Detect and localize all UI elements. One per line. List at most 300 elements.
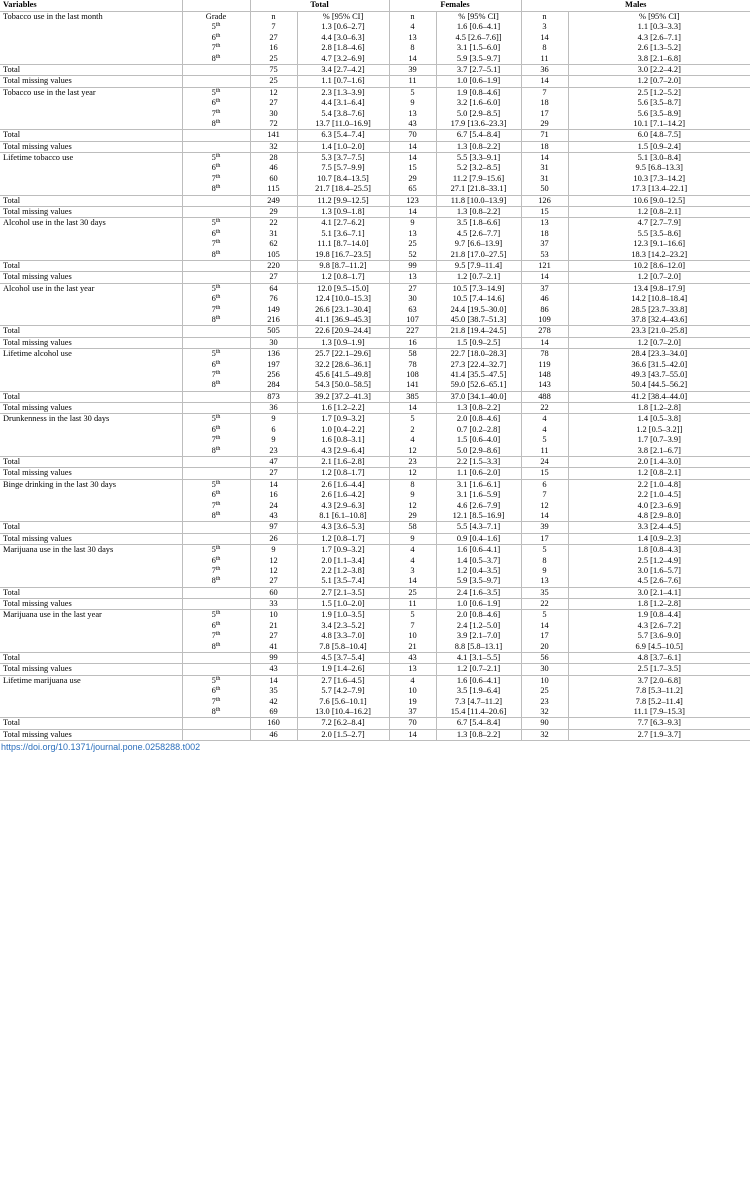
n-total: 62 [250, 239, 297, 249]
n-females: 14 [389, 729, 436, 740]
pct-males: 18.3 [14.2–23.2] [568, 250, 750, 261]
pct-females: 1.3 [0.8–2.2] [436, 729, 521, 740]
pct-males: 3.8 [2.1–6.8] [568, 54, 750, 65]
variable-empty [0, 360, 182, 370]
n-males: 4 [521, 414, 568, 425]
pct-females: 21.8 [19.4–24.5] [436, 326, 521, 337]
grade-number: 6 [211, 163, 216, 173]
n-females: 385 [389, 391, 436, 402]
total-label: Total [0, 718, 182, 729]
n-females: 9 [389, 490, 436, 500]
n-males: 36 [521, 64, 568, 75]
pct-males: 2.6 [1.3–5.2] [637, 43, 681, 53]
pct-females: 12.1 [8.5–16.9] [436, 511, 521, 522]
table-row [0, 545, 750, 556]
n-total: 27 [250, 576, 297, 587]
grade-cell [182, 707, 250, 718]
grade-number: 6 [211, 424, 216, 434]
pct-males: 2.7 [1.9–3.7] [568, 729, 750, 740]
subheader-n: n [389, 12, 436, 23]
table-row [0, 218, 750, 229]
pct-total: 13.7 [11.0–16.9] [297, 119, 389, 130]
table-row [0, 380, 750, 391]
pct-females: 3.9 [2.1–7.0] [436, 631, 521, 641]
table-row [0, 33, 750, 43]
grade-suffix: th [215, 620, 221, 627]
grade-empty [182, 718, 250, 729]
n-females: 9 [389, 218, 436, 229]
n-females: 13 [389, 229, 436, 239]
variable-empty [0, 511, 182, 522]
grade-number: 5 [211, 479, 216, 489]
grade-cell [182, 511, 250, 522]
table-row [0, 349, 750, 360]
table-row [0, 163, 750, 173]
n-total: 35 [250, 686, 297, 696]
grade-number: 8 [211, 118, 216, 128]
pct-females: 5.5 [3.3–9.1] [436, 153, 521, 164]
n-females: 9 [389, 98, 436, 108]
grade-empty [182, 599, 250, 610]
n-females: 12 [389, 501, 436, 511]
n-males: 10 [521, 675, 568, 686]
grade-cell [182, 87, 250, 98]
grade-empty [182, 391, 250, 402]
missing-label: Total missing values [0, 403, 182, 414]
pct-females: 11.8 [10.0–13.9] [436, 195, 521, 206]
pct-males: 2.0 [1.4–3.0] [568, 457, 750, 468]
missing-label: Total missing values [0, 533, 182, 544]
n-total: 27 [250, 33, 297, 43]
pct-total: 1.3 [0.6–2.7] [297, 22, 389, 32]
header-total: Total [250, 0, 389, 12]
pct-males: 5.7 [3.6–9.0] [637, 631, 681, 641]
pct-males: 1.8 [1.2–2.8] [568, 599, 750, 610]
pct-males: 1.2 [0.8–2.1] [568, 468, 750, 479]
variable-empty [0, 54, 182, 65]
n-total: 30 [250, 337, 297, 348]
n-total: 7 [250, 22, 297, 32]
pct-females: 5.0 [2.9–8.5] [436, 109, 521, 119]
n-total: 14 [250, 479, 297, 490]
grade-cell [182, 315, 250, 326]
grade-cell [182, 675, 250, 686]
n-males: 5 [521, 435, 568, 445]
pct-total: 2.3 [1.3–3.9] [297, 87, 389, 98]
pct-total: 1.2 [0.8–1.7] [297, 272, 389, 283]
pct-males: 4.3 [2.6–7.1] [637, 32, 681, 42]
pct-males: 4.0 [2.3–6.9] [637, 500, 681, 510]
pct-females: 2.2 [1.5–3.3] [436, 457, 521, 468]
table-row [0, 294, 750, 304]
grade-suffix: th [215, 239, 221, 246]
grade-number: 8 [211, 380, 216, 390]
grade-suffix: th [215, 32, 221, 39]
pct-males: 36.6 [31.5–42.0] [631, 359, 688, 369]
pct-males: 3.0 [2.1–4.1] [568, 587, 750, 598]
grade-number: 6 [211, 98, 216, 108]
total-label: Total [0, 587, 182, 598]
n-total: 16 [250, 43, 297, 53]
grade-cell [182, 545, 250, 556]
n-males: 71 [521, 130, 568, 141]
grade-empty [182, 76, 250, 87]
pct-males: 4.3 [2.6–7.2] [637, 620, 681, 630]
pct-males: 41.2 [38.4–44.0] [568, 391, 750, 402]
grade-suffix: th [215, 545, 221, 552]
pct-females: 1.0 [0.6–1.9] [436, 76, 521, 87]
grade-cell [182, 33, 250, 43]
missing-label: Total missing values [0, 664, 182, 675]
doi-link[interactable]: https://doi.org/10.1371/journal.pone.0258288.t002 [1, 742, 201, 753]
pct-males: 37.8 [32.4–43.6] [568, 315, 750, 326]
table-row [0, 511, 750, 522]
variable-empty [0, 380, 182, 391]
pct-total: 6.3 [5.4–7.4] [297, 130, 389, 141]
missing-label: Total missing values [0, 599, 182, 610]
n-females: 14 [389, 207, 436, 218]
table-row [0, 370, 750, 380]
grade-suffix: th [215, 304, 221, 311]
n-males: 15 [521, 207, 568, 218]
grade-number: 5 [211, 675, 216, 685]
n-females: 9 [389, 533, 436, 544]
n-total: 99 [250, 653, 297, 664]
total-label: Total [0, 130, 182, 141]
variable-name: Alcohol use in the last 30 days [0, 218, 182, 229]
variable-empty [0, 315, 182, 326]
pct-females: 17.9 [13.6–23.3] [436, 119, 521, 130]
pct-total: 13.0 [10.4–16.2] [297, 707, 389, 718]
missing-label: Total missing values [0, 729, 182, 740]
n-total: 33 [250, 599, 297, 610]
pct-total: 5.4 [3.8–7.6] [297, 109, 389, 119]
pct-males: 11.1 [7.9–15.3] [568, 707, 750, 718]
pct-males: 1.2 [0.7–2.0] [568, 76, 750, 87]
n-total: 69 [250, 707, 297, 718]
grade-cell [182, 305, 250, 315]
variable-empty [0, 370, 182, 380]
n-females: 11 [389, 599, 436, 610]
pct-total: 3.4 [2.7–4.2] [297, 64, 389, 75]
grade-number: 6 [211, 490, 216, 500]
pct-males: 3.0 [1.6–5.7] [637, 565, 681, 575]
grade-number: 8 [211, 576, 216, 586]
total-row [0, 130, 750, 141]
n-total: 97 [250, 522, 297, 533]
n-males: 11 [521, 54, 568, 65]
grade-empty [182, 64, 250, 75]
n-males: 23 [521, 697, 568, 707]
pct-females: 5.9 [3.5–9.7] [436, 576, 521, 587]
grade-suffix: th [215, 424, 221, 431]
n-total: 21 [250, 621, 297, 631]
grade-suffix: th [215, 565, 221, 572]
pct-total: 4.1 [2.7–6.2] [297, 218, 389, 229]
n-females: 13 [389, 272, 436, 283]
pct-females: 5.5 [4.3–7.1] [436, 522, 521, 533]
n-males: 8 [521, 43, 568, 53]
pct-males: 4.7 [2.7–7.9] [637, 218, 681, 228]
grade-number: 5 [211, 153, 216, 163]
n-males: 6 [521, 479, 568, 490]
variable-empty [0, 686, 182, 696]
pct-total: 4.3 [2.9–6.3] [297, 501, 389, 511]
table-row [0, 479, 750, 490]
header-males: Males [521, 0, 750, 12]
pct-males: 5.1 [3.0–8.4] [637, 153, 681, 163]
grade-cell [182, 119, 250, 130]
total-label: Total [0, 653, 182, 664]
grade-number: 7 [211, 239, 216, 249]
pct-total: 1.7 [0.9–3.2] [297, 545, 389, 556]
n-females: 99 [389, 260, 436, 271]
grade-number: 8 [211, 641, 216, 651]
n-total: 27 [250, 272, 297, 283]
grade-number: 6 [211, 620, 216, 630]
n-males: 3 [521, 22, 568, 32]
table-row [0, 305, 750, 315]
grade-empty [182, 587, 250, 598]
pct-females: 15.4 [11.4–20.6] [436, 707, 521, 718]
variable-empty [0, 174, 182, 184]
pct-males: 50.4 [44.5–56.2] [568, 380, 750, 391]
pct-total: 2.0 [1.1–3.4] [297, 556, 389, 566]
n-females: 15 [389, 163, 436, 173]
n-females: 141 [389, 380, 436, 391]
pct-females: 10.5 [7.3–14.9] [436, 283, 521, 294]
n-males: 17 [521, 109, 568, 119]
n-males: 9 [521, 566, 568, 576]
pct-males: 2.5 [1.2–4.9] [637, 555, 681, 565]
pct-total: 1.3 [0.9–1.8] [297, 207, 389, 218]
n-males: 17 [521, 631, 568, 641]
n-females: 19 [389, 697, 436, 707]
n-males: 17 [521, 533, 568, 544]
table-row [0, 250, 750, 261]
n-males: 14 [521, 621, 568, 631]
table-row [0, 87, 750, 98]
pct-females: 7.3 [4.7–11.2] [436, 697, 521, 707]
n-males: 18 [521, 98, 568, 108]
n-males: 126 [521, 195, 568, 206]
n-total: 72 [250, 119, 297, 130]
pct-males: 28.4 [23.3–34.0] [631, 349, 688, 359]
grade-number: 8 [211, 53, 216, 63]
n-females: 13 [389, 33, 436, 43]
variable-name: Lifetime alcohol use [0, 349, 182, 360]
grade-empty [182, 337, 250, 348]
pct-total: 2.1 [1.6–2.8] [297, 457, 389, 468]
n-males: 14 [521, 76, 568, 87]
variable-empty [0, 33, 182, 43]
grade-suffix: th [215, 707, 221, 713]
pct-females: 8.8 [5.8–13.1] [436, 642, 521, 653]
pct-females: 6.7 [5.4–8.4] [436, 130, 521, 141]
variable-empty [0, 239, 182, 249]
variable-empty [0, 576, 182, 587]
n-males: 90 [521, 718, 568, 729]
n-males: 13 [521, 576, 568, 587]
variable-name: Marijuana use in the last year [0, 610, 182, 621]
pct-females: 9.7 [6.6–13.9] [436, 239, 521, 249]
pct-females: 24.4 [19.5–30.0] [436, 305, 521, 315]
missing-row [0, 664, 750, 675]
missing-row [0, 729, 750, 740]
pct-total: 1.5 [1.0–2.0] [297, 599, 389, 610]
n-females: 14 [389, 153, 436, 164]
variable-empty [0, 22, 182, 32]
n-males: 14 [521, 272, 568, 283]
pct-females: 1.0 [0.6–1.9] [436, 599, 521, 610]
total-label: Total [0, 326, 182, 337]
total-row [0, 522, 750, 533]
pct-females: 3.5 [1.8–6.6] [436, 218, 521, 229]
n-females: 43 [389, 119, 436, 130]
grade-empty [182, 130, 250, 141]
pct-total: 2.8 [1.8–4.6] [297, 43, 389, 53]
pct-total: 7.5 [5.7–9.9] [297, 163, 389, 173]
grade-cell [182, 621, 250, 631]
grade-empty [182, 326, 250, 337]
header-variables: Variables [0, 0, 182, 12]
grade-suffix: th [215, 479, 221, 486]
n-females: 12 [389, 446, 436, 457]
grade-suffix: th [215, 576, 221, 583]
grade-suffix: th [215, 173, 221, 180]
n-total: 36 [250, 403, 297, 414]
pct-total: 12.4 [10.0–15.3] [297, 294, 389, 304]
grade-cell [182, 294, 250, 304]
n-total: 9 [250, 435, 297, 445]
n-total: 60 [250, 587, 297, 598]
table-row [0, 576, 750, 587]
n-total: 12 [250, 566, 297, 576]
n-females: 2 [389, 425, 436, 435]
grade-number: 6 [211, 555, 216, 565]
pct-males: 1.8 [0.8–4.3] [637, 545, 681, 555]
total-row [0, 653, 750, 664]
n-males: 121 [521, 260, 568, 271]
n-total: 873 [250, 391, 297, 402]
pct-total: 2.7 [2.1–3.5] [297, 587, 389, 598]
variable-name: Drunkenness in the last 30 days [0, 414, 182, 425]
pct-females: 3.2 [1.6–6.0] [436, 98, 521, 108]
grade-number: 5 [211, 414, 216, 424]
grade-number: 6 [211, 294, 216, 304]
pct-males: 4.5 [2.6–7.6] [568, 576, 750, 587]
pct-females: 1.2 [0.7–2.1] [436, 272, 521, 283]
n-total: 29 [250, 207, 297, 218]
grade-number: 5 [211, 283, 216, 293]
n-males: 148 [521, 370, 568, 380]
n-males: 15 [521, 468, 568, 479]
total-row [0, 64, 750, 75]
table-row [0, 686, 750, 696]
pct-females: 11.2 [7.9–15.6] [436, 174, 521, 184]
grade-suffix: th [215, 53, 221, 60]
n-females: 23 [389, 457, 436, 468]
n-males: 7 [521, 87, 568, 98]
grade-cell [182, 184, 250, 195]
n-females: 70 [389, 718, 436, 729]
grade-cell [182, 98, 250, 108]
pct-total: 5.3 [3.7–7.5] [297, 153, 389, 164]
pct-total: 4.4 [3.1–6.4] [297, 98, 389, 108]
n-total: 105 [250, 250, 297, 261]
n-total: 14 [250, 675, 297, 686]
n-females: 25 [389, 587, 436, 598]
grade-cell [182, 43, 250, 53]
missing-row [0, 76, 750, 87]
grade-suffix: th [215, 43, 221, 50]
variable-empty [0, 229, 182, 239]
missing-row [0, 272, 750, 283]
total-label: Total [0, 457, 182, 468]
n-total: 27 [250, 98, 297, 108]
variable-empty [0, 119, 182, 130]
pct-males: 4.8 [2.9–8.0] [568, 511, 750, 522]
table-row [0, 490, 750, 500]
subheader-pct: % [95% CI] [436, 12, 521, 23]
grade-number: 6 [211, 686, 216, 696]
table-row [0, 556, 750, 566]
n-total: 75 [250, 64, 297, 75]
grade-empty [182, 195, 250, 206]
pct-total: 22.6 [20.9–24.4] [297, 326, 389, 337]
grade-number: 8 [211, 445, 216, 455]
n-females: 5 [389, 414, 436, 425]
table-row [0, 707, 750, 718]
n-males: 14 [521, 33, 568, 43]
n-females: 8 [389, 479, 436, 490]
variable-name: Lifetime tobacco use [0, 153, 182, 164]
table-row [0, 697, 750, 707]
pct-total: 1.9 [1.4–2.6] [297, 664, 389, 675]
variable-empty [0, 621, 182, 631]
grade-cell [182, 54, 250, 65]
pct-total: 12.0 [9.5–15.0] [297, 283, 389, 294]
n-total: 25 [250, 76, 297, 87]
grade-cell [182, 686, 250, 696]
pct-total: 4.3 [2.9–6.4] [297, 446, 389, 457]
grade-suffix: th [215, 228, 221, 235]
table-row [0, 174, 750, 184]
grade-cell [182, 479, 250, 490]
pct-females: 9.5 [7.9–11.4] [436, 260, 521, 271]
n-total: 6 [250, 425, 297, 435]
grade-cell [182, 109, 250, 119]
n-males: 14 [521, 511, 568, 522]
pct-females: 2.0 [0.8–4.6] [436, 414, 521, 425]
pct-males: 3.7 [2.0–6.8] [637, 675, 681, 685]
variable-empty [0, 566, 182, 576]
n-males: 14 [521, 337, 568, 348]
pct-females: 2.4 [1.2–5.0] [436, 621, 521, 631]
n-males: 119 [521, 360, 568, 370]
pct-total: 39.2 [37.2–41.3] [297, 391, 389, 402]
n-males: 30 [521, 664, 568, 675]
n-females: 8 [389, 43, 436, 53]
grade-suffix: th [215, 249, 221, 256]
pct-total: 54.3 [50.0–58.5] [297, 380, 389, 391]
grade-suffix: th [215, 98, 221, 105]
grade-number: 7 [211, 500, 216, 510]
n-females: 4 [389, 556, 436, 566]
missing-row [0, 337, 750, 348]
n-males: 46 [521, 294, 568, 304]
grade-cell [182, 490, 250, 500]
